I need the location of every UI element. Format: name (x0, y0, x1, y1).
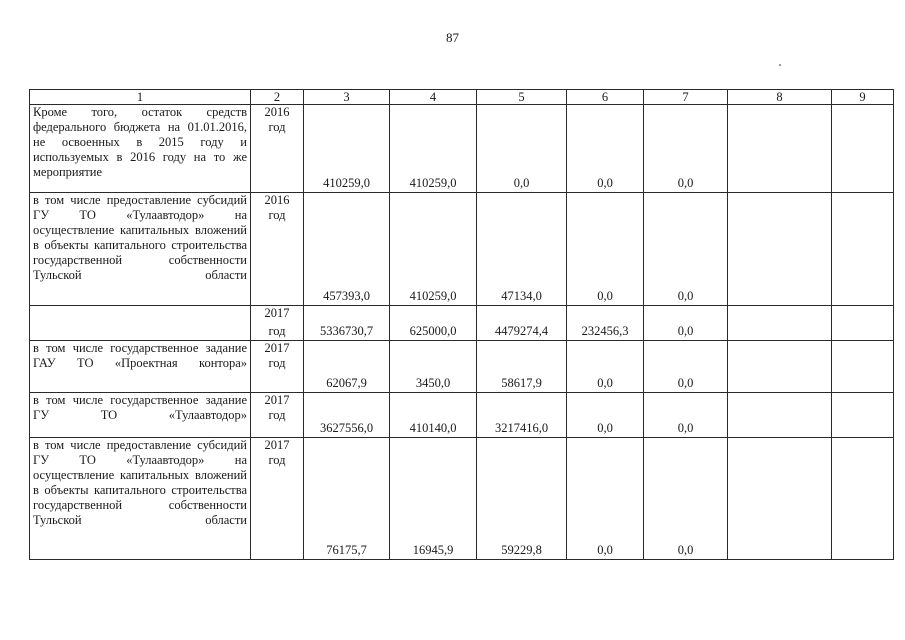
year-value: 2017 (264, 341, 290, 355)
column-header: 6 (567, 90, 644, 105)
table-row (30, 393, 894, 438)
cell-col6: 232456,3 (567, 306, 644, 341)
cell-col7: 0,0 (644, 341, 728, 393)
table-row (30, 438, 894, 560)
cell-col5: 4479274,4 (477, 306, 567, 341)
year-value: 2017 (264, 438, 290, 452)
cell-col9 (832, 341, 894, 393)
cell-col3: 3627556,0 (304, 393, 390, 438)
row-description: в том числе государственное задание ГУ ТО «Тулаавтодор» (30, 393, 251, 438)
year-unit: год (268, 324, 286, 338)
column-header: 3 (304, 90, 390, 105)
cell-col9 (832, 105, 894, 193)
table-row (30, 193, 894, 306)
row-description: в том числе предоставление субсидий ГУ ТО «Тулаавтодор» на осуществление капитальных вложений в объекты капитального строительства государственной собственности Тульской области (30, 438, 251, 560)
cell-col9 (832, 193, 894, 306)
row-year (251, 341, 304, 393)
cell-col8 (728, 438, 832, 560)
year-unit: год (268, 208, 286, 222)
cell-col8 (728, 341, 832, 393)
year-unit: год (268, 120, 286, 134)
cell-col6: 0,0 (567, 105, 644, 193)
table-row (30, 306, 894, 341)
cell-col9 (832, 438, 894, 560)
cell-col5: 47134,0 (477, 193, 567, 306)
cell-col6: 0,0 (567, 393, 644, 438)
column-header: 9 (832, 90, 894, 105)
cell-col4: 3450,0 (390, 341, 477, 393)
column-header: 5 (477, 90, 567, 105)
year-value: 2017 (264, 393, 290, 407)
cell-col3: 410259,0 (304, 105, 390, 193)
column-header: 1 (30, 90, 251, 105)
year-value: 2017 (264, 306, 290, 320)
cell-col4: 410259,0 (390, 105, 477, 193)
page-number: 87 (446, 30, 459, 45)
cell-col3: 5336730,7 (304, 306, 390, 341)
table-header-row (30, 90, 894, 105)
year-unit: год (268, 356, 286, 370)
cell-col7: 0,0 (644, 438, 728, 560)
cell-col6: 0,0 (567, 438, 644, 560)
cell-col6: 0,0 (567, 341, 644, 393)
cell-col4: 16945,9 (390, 438, 477, 560)
year-value: 2016 (264, 105, 290, 119)
cell-col8 (728, 193, 832, 306)
scan-speck (779, 64, 781, 66)
year-unit: год (268, 408, 286, 422)
cell-col5: 59229,8 (477, 438, 567, 560)
row-year (251, 393, 304, 438)
cell-col8 (728, 105, 832, 193)
cell-col9 (832, 393, 894, 438)
column-header: 2 (251, 90, 304, 105)
row-description: в том числе предоставление субсидий ГУ ТО «Тулаавтодор» на осуществление капитальных вложений в объекты капитального строительства государственной собственности Тульской области (30, 193, 251, 306)
row-description (30, 306, 251, 341)
row-year (251, 306, 304, 341)
cell-col4: 625000,0 (390, 306, 477, 341)
cell-col8 (728, 306, 832, 341)
row-year (251, 193, 304, 306)
cell-col6: 0,0 (567, 193, 644, 306)
cell-col5: 0,0 (477, 105, 567, 193)
cell-col5: 58617,9 (477, 341, 567, 393)
cell-col3: 62067,9 (304, 341, 390, 393)
cell-col5: 3217416,0 (477, 393, 567, 438)
row-year (251, 438, 304, 560)
cell-col4: 410259,0 (390, 193, 477, 306)
column-header: 4 (390, 90, 477, 105)
cell-col7: 0,0 (644, 306, 728, 341)
table-row (30, 105, 894, 193)
cell-col7: 0,0 (644, 193, 728, 306)
column-header: 7 (644, 90, 728, 105)
row-description: Кроме того, остаток средств федерального бюджета на 01.01.2016, не освоенных в 2015 году и используемых в 2016 году на то же мероприятие (30, 105, 251, 193)
cell-col8 (728, 393, 832, 438)
cell-col3: 457393,0 (304, 193, 390, 306)
cell-col3: 76175,7 (304, 438, 390, 560)
row-description: в том числе государственное задание ГАУ ТО «Проектная контора» (30, 341, 251, 393)
cell-col7: 0,0 (644, 105, 728, 193)
year-value: 2016 (264, 193, 290, 207)
cell-col7: 0,0 (644, 393, 728, 438)
cell-col9 (832, 306, 894, 341)
cell-col4: 410140,0 (390, 393, 477, 438)
budget-table (29, 89, 894, 560)
table-row (30, 341, 894, 393)
column-header: 8 (728, 90, 832, 105)
year-unit: год (268, 453, 286, 467)
row-year (251, 105, 304, 193)
